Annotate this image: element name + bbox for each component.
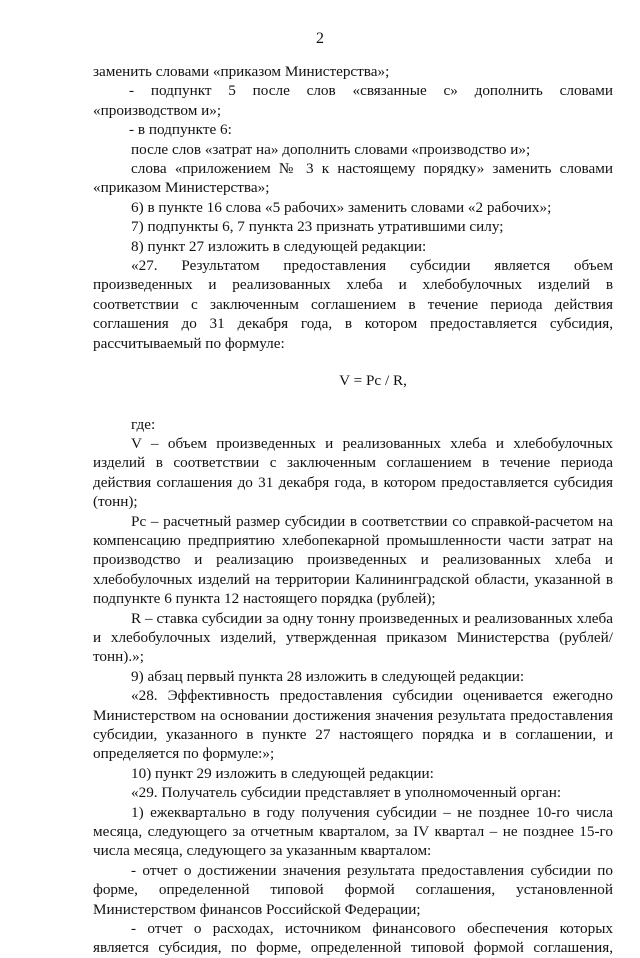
paragraph-def-v: V – объем произведенных и реализованных хлеба и хлебобулочных изделий в соответствии с заключенным соглашением в течение периода действия соглашения до 31 декабря года, в котором предоставляется субсидия (тонн); [93, 434, 613, 511]
paragraph-item-9: 9) абзац первый пункта 28 изложить в следующей редакции: [131, 667, 525, 685]
paragraph-after-words: после слов «затрат на» дополнить словами «производство и»; [131, 140, 531, 158]
paragraph-clause-29: «29. Получатель субсидии представляет в уполномоченный орган: [131, 784, 562, 802]
page-number: 2 [316, 30, 324, 47]
paragraph-quarterly: 1) ежеквартально в году получения субсидии – не позднее 10-го числа месяца, следующего за отчетным кварталом, за IV квартал – не позднее 15-го числа месяца, следующего за указанным кварталом: [93, 803, 613, 860]
paragraph-report-result: - отчет о достижении значения результата предоставления субсидии по форме, определенной типовой формой соглашения, установленной Министерством финансов Российской Федерации; [93, 861, 613, 918]
paragraph-words-appendix: слова «приложением № 3 к настоящему порядку» заменить словами «приказом Министерства»; [93, 160, 613, 197]
paragraph-subitem-5: - подпункт 5 после слов «связанные с» дополнить словами «производством и»; [93, 82, 613, 119]
paragraph-item-6: 6) в пункте 16 слова «5 рабочих» заменить словами «2 рабочих»; [131, 198, 552, 216]
paragraph-report-expenses: - отчет о расходах, источником финансового обеспечения которых является субсидия, по форме, определенной типовой формой соглашения, [93, 920, 613, 957]
paragraph-item-8: 8) пункт 27 изложить в следующей редакции: [131, 237, 427, 255]
paragraph-subitem-6: - в подпункте 6: [129, 121, 232, 139]
paragraph-def-pc: Pc – расчетный размер субсидии в соответствии со справкой-расчетом на компенсацию предприятию хлебопекарной промышленности части затрат на производство и реализацию произведенных и реализованных хлеба и хлебобулочных изделий на территории Калининградской области, указанной в подпункте 6 пункта 12 настоящего порядка (рублей); [93, 512, 613, 608]
paragraph-clause-28: «28. Эффективность предоставления субсидии оценивается ежегодно Министерством на основании достижения значения результата предоставления субсидии, указанного в пункте 27 настоящего порядка и в соглашении, и определяется по формуле:»; [93, 687, 613, 763]
formula: V = Pc / R, [339, 372, 407, 390]
paragraph-clause-27: «27. Результатом предоставления субсидии является объем произведенных и реализованных хлеба и хлебобулочных изделий в соответствии с заключенным соглашением в течение периода действия соглашения до 31 декабря года, в котором предоставляется субсидия, рассчитываемый по формуле: [93, 257, 613, 352]
paragraph-item-7: 7) подпункты 6, 7 пункта 23 признать утратившими силу; [131, 218, 504, 236]
paragraph-def-r: R – ставка субсидии за одну тонну произведенных и реализованных хлеба и хлебобулочных изделий, утвержденная приказом Министерства (рублей/тонн).»; [93, 609, 613, 666]
paragraph-where: где: [131, 415, 156, 433]
paragraph-item-10: 10) пункт 29 изложить в следующей редакции: [131, 764, 434, 782]
paragraph-replace-words: заменить словами «приказом Министерства»; [93, 63, 390, 80]
document-body [93, 62, 613, 958]
